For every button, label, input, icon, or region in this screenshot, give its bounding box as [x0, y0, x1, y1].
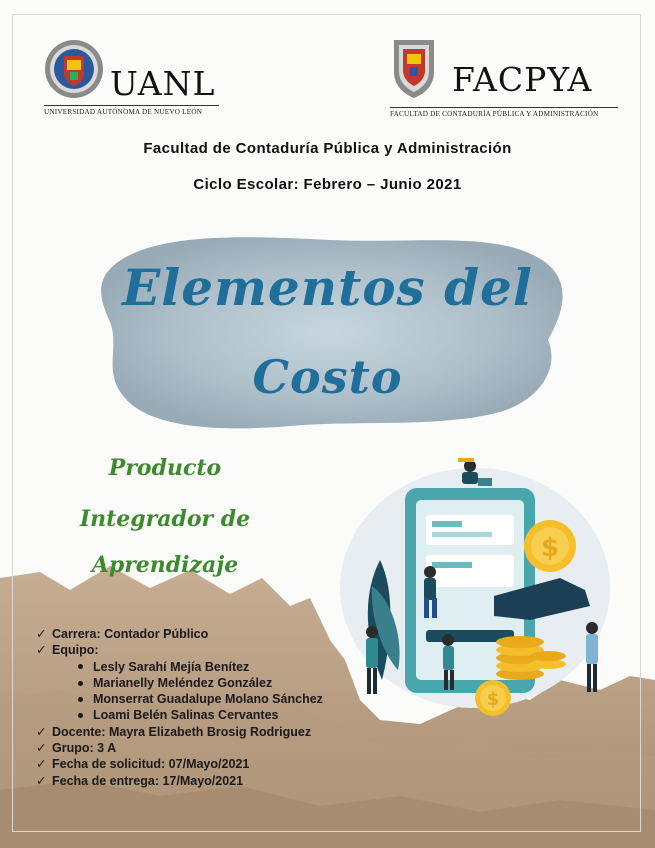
facpya-name: FACPYA	[452, 60, 593, 99]
check-icon: ✓	[36, 643, 47, 658]
delivery-date-text: Fecha de entrega: 17/Mayo/2021	[52, 773, 244, 788]
group-item	[36, 740, 323, 756]
product-line-1: Producto	[108, 455, 222, 481]
uanl-crest-icon	[44, 38, 104, 100]
bullet-icon	[78, 713, 83, 718]
title-line-2: Costo	[252, 350, 403, 404]
facpya-crest-icon	[390, 36, 438, 100]
bullet-icon	[78, 697, 83, 702]
team-member: Lesly Sarahí Mejía Benítez	[36, 659, 323, 675]
career-item	[36, 626, 323, 642]
uanl-name: UANL	[110, 64, 216, 103]
team-label: Equipo:	[52, 643, 99, 658]
request-date-item	[36, 756, 323, 772]
teacher-text: Docente: Mayra Elizabeth Brosig Rodriguez	[52, 724, 312, 739]
request-date-text: Fecha de solicitud: 07/Mayo/2021	[52, 757, 250, 772]
details-list	[36, 626, 323, 789]
faculty-heading: Facultad de Contaduría Pública y Administración	[143, 140, 512, 157]
team-item	[36, 642, 323, 658]
career-text: Carrera: Contador Público	[52, 627, 209, 641]
team-member: Monserrat Guadalupe Molano Sánchez	[36, 691, 323, 707]
delivery-date-item	[36, 773, 323, 789]
team-member: Loami Belén Salinas Cervantes	[36, 707, 323, 723]
title-line-1: Elementos del	[122, 258, 533, 317]
facpya-subtitle: FACULTAD DE CONTADURÍA PÚBLICA Y ADMINISTRACIÓN	[390, 107, 618, 118]
svg-text:$: $	[486, 689, 500, 710]
product-line-3: Aprendizaje	[91, 552, 239, 578]
product-line-2: Integrador de	[79, 506, 251, 532]
team-member: Marianelly Meléndez González	[36, 675, 323, 691]
svg-text:$: $	[540, 533, 560, 563]
uanl-logo	[44, 38, 216, 103]
facpya-logo	[390, 36, 592, 100]
check-icon: ✓	[36, 757, 47, 772]
check-icon: ✓	[36, 741, 47, 756]
uanl-subtitle: UNIVERSIDAD AUTÓNOMA DE NUEVO LEÓN	[44, 105, 219, 116]
check-icon: ✓	[36, 773, 47, 788]
check-icon: ✓	[36, 627, 47, 641]
teacher-item	[36, 724, 323, 740]
school-cycle: Ciclo Escolar: Febrero – Junio 2021	[193, 176, 462, 193]
bullet-icon	[78, 681, 83, 686]
bullet-icon	[78, 664, 83, 669]
check-icon: ✓	[36, 724, 47, 739]
group-text: Grupo: 3 A	[52, 741, 117, 756]
